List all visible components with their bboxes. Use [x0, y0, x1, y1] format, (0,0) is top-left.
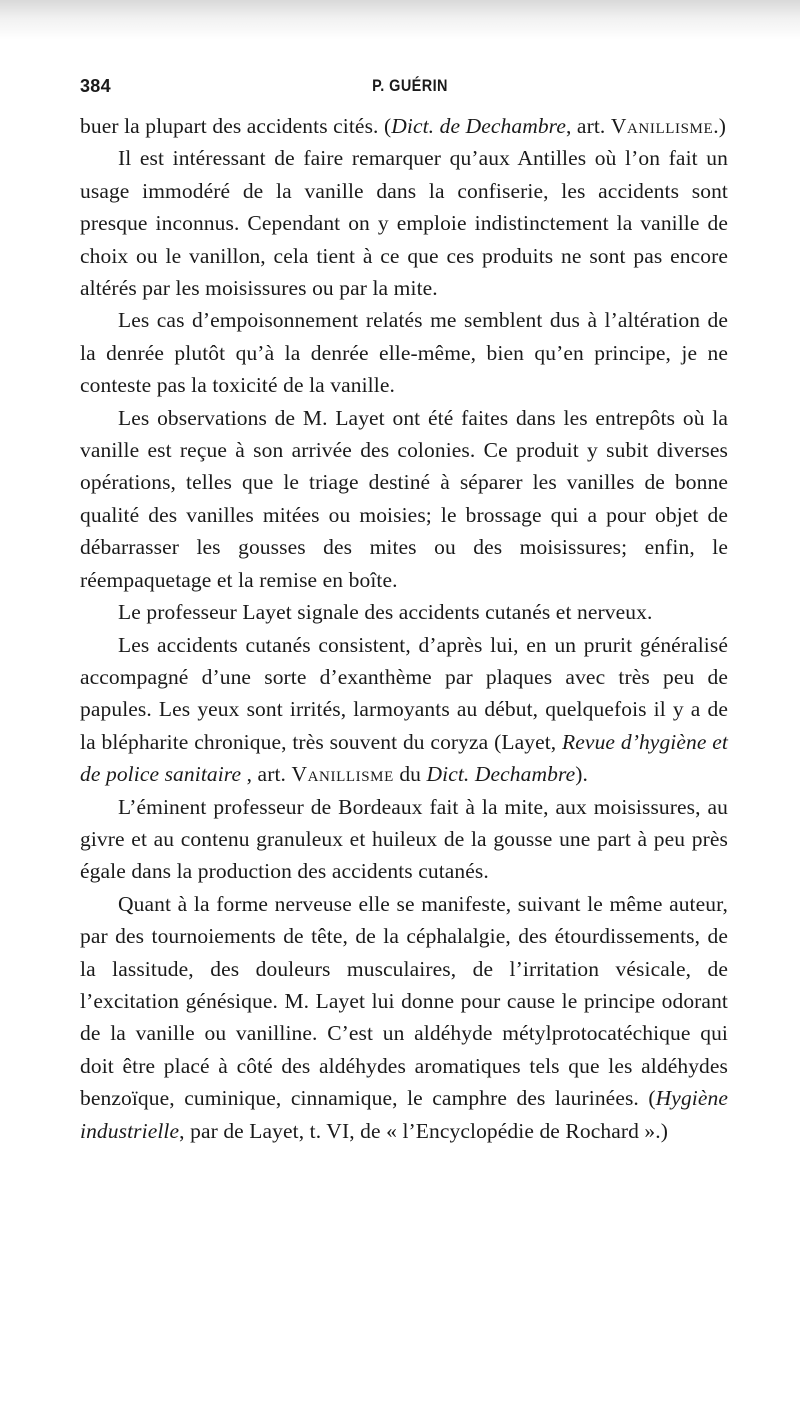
citation-italic: Hygiène industrielle [80, 1086, 728, 1143]
citation-smallcaps: Vanillisme [291, 762, 394, 787]
body-text [80, 110, 728, 1147]
text-run: , par de Layet, t. VI, de « l’Encyclopédie de Rochard ».) [179, 1118, 669, 1143]
scan-edge-shadow [0, 0, 800, 40]
text-run: , art. [241, 762, 292, 787]
paragraph-8 [80, 888, 728, 1147]
text-run: , art. [565, 114, 611, 138]
text-run: .) [713, 114, 726, 138]
citation-italic: Dict. de Dechambre [391, 114, 566, 138]
citation-italic: Revue d’hygiène et de police sanitaire [80, 729, 728, 787]
paragraph-5: Le professeur Layet signale des accidents cutanés et nerveux. [118, 600, 653, 625]
citation-italic: Dict. Dechambre [426, 762, 576, 787]
paragraph-4: Les observations de M. Layet ont été faites dans les entrepôts où la vanille est reçue à son arrivée des colonies. Ce produit y subit diverses opérations, telles que le triage destiné à séparer les vanilles de bonne qualité des vanilles mitées ou moisies; le brossage qui a pour objet de débarrasser les gousses des mites ou des moisissures; enfin, le réempaquetage et la remise en boîte. [80, 405, 728, 592]
page-header [80, 76, 740, 102]
text-run: buer la plupart des accidents cités. ( [80, 114, 392, 138]
text-run: du [393, 762, 427, 787]
paragraph-6 [80, 629, 728, 791]
paragraph-7: L’éminent professeur de Bordeaux fait à la mite, aux moisissures, au givre et au contenu granuleux et huileux de la gousse une part à peu près égale dans la production des accidents cutanés. [80, 794, 728, 884]
paragraph-2: Il est intéressant de faire remarquer qu’aux Antilles où l’on fait un usage immodéré de la vanille dans la confiserie, les accidents sont presque inconnus. Cependant on y emploie indistinctement la vanille de choix ou le vanillon, cela tient à ce que ces produits ne sont pas encore altérés par les moisissures ou par la mite. [80, 146, 728, 301]
text-run: Les accidents cutanés consistent, d’après lui, en un prurit généralisé accompagné d’une sorte d’exanthème par plaques avec très peu de papules. Les yeux sont irrités, larmoyants au début, quelquefois il y a de la blépharite chronique, très souvent du coryza (Layet, [80, 632, 728, 754]
text-run: ). [575, 762, 589, 787]
paragraph-1 [80, 110, 728, 142]
citation-smallcaps: Vanillisme [610, 114, 714, 138]
page-number: 384 [80, 76, 111, 96]
running-head: P. GUÉRIN [372, 76, 448, 95]
paragraph-3: Les cas d’empoisonnement relatés me semblent dus à l’altération de la denrée plutôt qu’à la denrée elle-même, bien qu’en principe, je ne conteste pas la toxicité de la vanille. [80, 308, 728, 398]
text-run: Quant à la forme nerveuse elle se manifeste, suivant le même auteur, par des tournoiements de tête, de la céphalalgie, des étourdissements, de la lassitude, des douleurs musculaires, de l’irritation vésicale, de l’excitation génésique. M. Layet lui donne pour cause le principe odorant de la vanille ou vanilline. C’est un aldéhyde métylprotocatéchique qui doit être placé à côté des aldéhydes aromatiques tels que les aldéhydes benzoïque, cuminique, cinnamique, le camphre des laurinées. ( [80, 891, 728, 1111]
